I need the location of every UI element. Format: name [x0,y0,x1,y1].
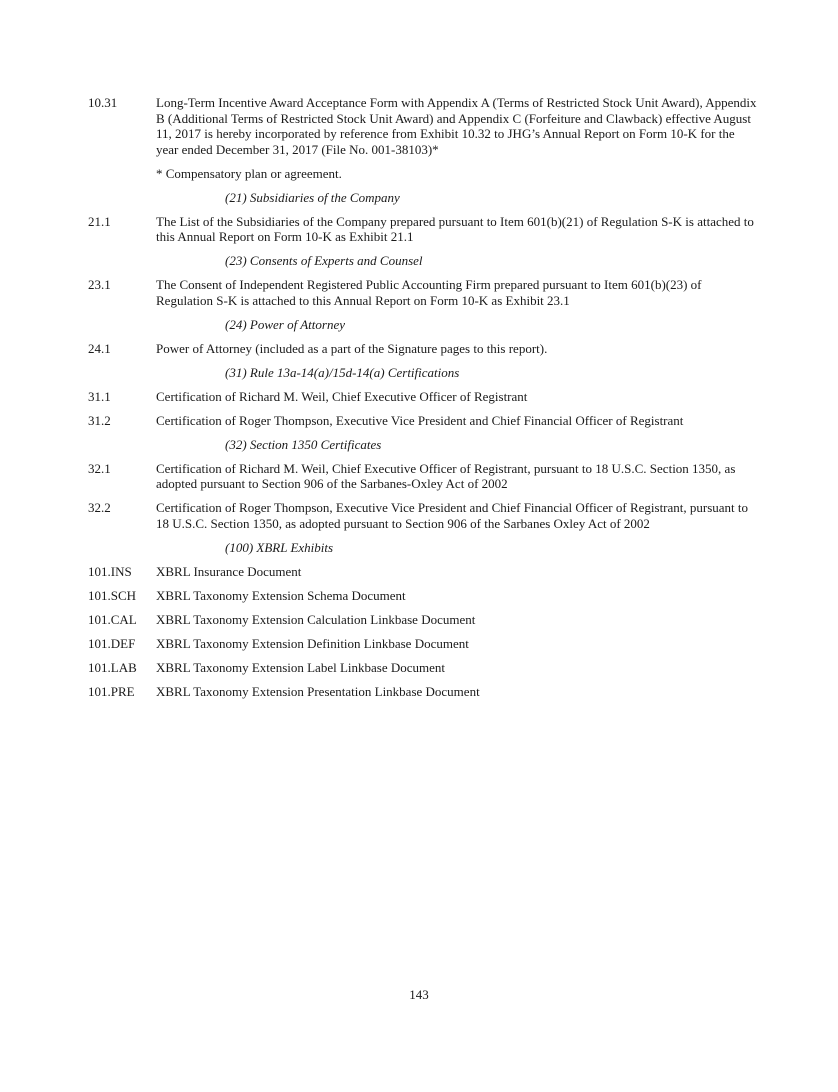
exhibit-description: Certification of Richard M. Weil, Chief Executive Officer of Registrant [156,388,528,404]
section-heading: (100) XBRL Exhibits [225,539,334,555]
exhibit-number: 23.1 [88,277,111,293]
exhibit-row [88,214,758,245]
exhibit-description: Certification of Richard M. Weil, Chief Executive Officer of Registrant, pursuant to 18 U.S.C. Section 1350, as adopted pursuant to Section 906 of the Sarbanes-Oxley Act of 2002 [156,460,736,492]
exhibit-number: 101.LAB [88,659,137,675]
exhibit-row [88,612,758,628]
exhibit-number: 32.1 [88,460,111,476]
exhibit-description: Power of Attorney (included as a part of the Signature pages to this report). [156,340,548,356]
section-heading: (32) Section 1350 Certificates [225,436,382,452]
section-heading: (21) Subsidiaries of the Company [225,189,400,205]
exhibit-row [88,636,758,652]
exhibit-row [88,684,758,700]
exhibit-row [88,564,758,580]
exhibit-description: XBRL Taxonomy Extension Calculation Linkbase Document [156,611,476,627]
section-heading: (24) Power of Attorney [225,316,345,332]
exhibit-row [88,461,758,492]
exhibit-row [88,277,758,308]
exhibit-row [88,413,758,429]
exhibit-number: 32.2 [88,500,111,516]
exhibit-description: XBRL Taxonomy Extension Schema Document [156,587,406,603]
page-number: 143 [409,987,429,1002]
exhibit-number: 31.1 [88,388,111,404]
exhibit-description: Certification of Roger Thompson, Executive Vice President and Chief Financial Officer of Registrant, pursuant to 18 U.S.C. Section 1350, as adopted pursuant to Section 906 of the Sarbanes Oxley Act of 2002 [156,500,749,531]
exhibit-row [88,389,758,405]
section-heading: (23) Consents of Experts and Counsel [225,253,423,269]
exhibit-description: The Consent of Independent Registered Public Accounting Firm prepared pursuant to Item 601(b)(23) of Regulation S-K is attached to this Annual Report on Form 10-K as Exhibit 23.1 [156,277,702,308]
exhibit-description: XBRL Taxonomy Extension Definition Linkbase Document [156,635,469,651]
exhibit-number: 21.1 [88,213,111,229]
exhibit-description: Certification of Roger Thompson, Executive Vice President and Chief Financial Officer of Registrant [156,412,684,428]
exhibit-row [88,500,758,531]
exhibit-description: XBRL Taxonomy Extension Label Linkbase Document [156,659,446,675]
exhibit-number: 101.SCH [88,587,137,603]
exhibit-description: Long-Term Incentive Award Acceptance Form with Appendix A (Terms of Restricted Stock Unit Award), Appendix B (Additional Terms of Restricted Stock Unit Award) and Appendix C (Forfeiture and Clawback) effective August 11, 2017 is hereby incorporated by reference from Exhibit 10.32 to JHG’s Annual Report on Form 10-K for the year ended December 31, 2017 (File No. 001-38103)* [156,95,757,157]
exhibit-description: XBRL Taxonomy Extension Presentation Linkbase Document [156,683,480,699]
exhibit-number: 101.INS [88,563,132,579]
exhibit-number: 101.PRE [88,683,135,699]
section-heading: (31) Rule 13a-14(a)/15d-14(a) Certifications [225,364,460,380]
footnote: * Compensatory plan or agreement. [156,165,342,181]
exhibit-row [88,95,758,157]
exhibit-row [88,660,758,676]
exhibit-number: 31.2 [88,412,111,428]
exhibit-number: 101.CAL [88,611,137,627]
exhibit-description: XBRL Insurance Document [156,563,302,579]
exhibit-number: 24.1 [88,340,111,356]
exhibit-description: The List of the Subsidiaries of the Company prepared pursuant to Item 601(b)(21) of Regulation S-K is attached to this Annual Report on Form 10-K as Exhibit 21.1 [156,213,754,245]
exhibit-list [88,95,758,708]
exhibit-number: 101.DEF [88,635,136,651]
exhibit-number: 10.31 [88,95,118,110]
exhibit-row [88,588,758,604]
exhibit-row [88,341,758,357]
